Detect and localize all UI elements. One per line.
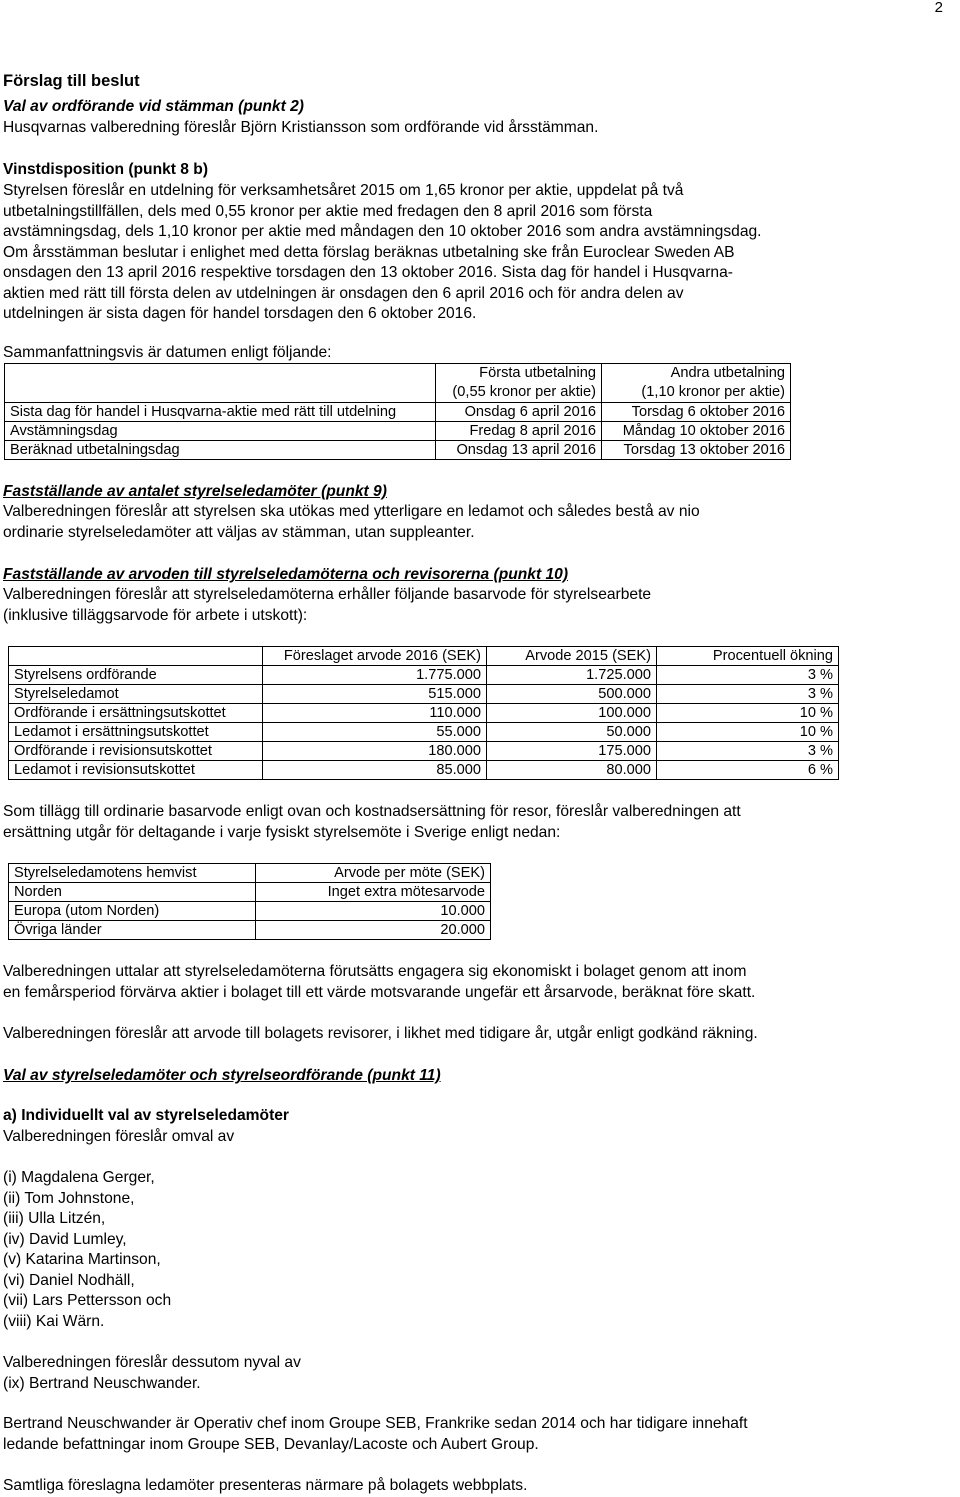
- table-cell: Övriga länder: [9, 921, 256, 940]
- list-item: (i) Magdalena Gerger,: [3, 1169, 155, 1186]
- section-text: Husqvarnas valberedning föreslår Björn Kristiansson som ordförande vid årsstämman.: [3, 119, 599, 136]
- table-cell: Måndag 10 oktober 2016: [602, 422, 791, 441]
- reelection-intro: Valberedningen föreslår omval av: [3, 1128, 235, 1145]
- dividend-paragraph: [3, 181, 762, 325]
- table-cell: 1.775.000: [263, 666, 487, 685]
- table-row: [9, 883, 491, 902]
- table-cell: 3 %: [657, 742, 839, 761]
- text-line: en femårsperiod förvärva aktier i bolaget till ett värde motsvarande ungefär ett årsarvode, beräknat före skatt.: [3, 983, 756, 1001]
- table-cell: 10 %: [657, 723, 839, 742]
- table-cell: 3 %: [657, 685, 839, 704]
- table-row: [9, 921, 491, 940]
- table-cell: Inget extra mötesarvode: [256, 883, 491, 902]
- table-row: [9, 704, 839, 723]
- page-heading: Förslag till beslut: [3, 72, 140, 90]
- table-header-cell: Procentuell ökning: [657, 647, 839, 666]
- table-row: [5, 364, 791, 403]
- table-cell: 20.000: [256, 921, 491, 940]
- table-cell: 515.000: [263, 685, 487, 704]
- table-row: [9, 685, 839, 704]
- table-row: [5, 422, 791, 441]
- header-line: Första utbetalning: [479, 365, 596, 381]
- header-line: (0,55 kronor per aktie): [452, 384, 596, 400]
- table-cell: 85.000: [263, 761, 487, 780]
- list-item: (ix) Bertrand Neuschwander.: [3, 1375, 201, 1392]
- text-line: (inklusive tilläggsarvode för arbete i utskott):: [3, 606, 308, 624]
- table-cell: Norden: [9, 883, 256, 902]
- list-item: (viii) Kai Wärn.: [3, 1312, 105, 1330]
- shareholding-paragraph: [3, 962, 755, 1003]
- section-title-punkt-11: Val av styrelseledamöter och styrelseordförande (punkt 11): [3, 1067, 441, 1084]
- list-item: (ii) Tom Johnstone,: [3, 1189, 135, 1207]
- table-cell: Fredag 8 april 2016: [436, 422, 602, 441]
- text-line: utbetalningstillfällen, dels med 0,55 kronor per aktie med fredagen den 8 april 2016 som första: [3, 202, 653, 220]
- text-line: aktien med rätt till första delen av utdelningen är onsdagen den 6 april 2016 och för andra delen av: [3, 284, 684, 302]
- table-cell: Styrelseledamot: [9, 685, 263, 704]
- table-header-cell: [436, 364, 602, 403]
- text-line: utdelningen är sista dagen för handel torsdagen den 6 oktober 2016.: [3, 305, 477, 322]
- table-cell: Sista dag för handel i Husqvarna-aktie med rätt till utdelning: [5, 403, 436, 422]
- table-cell: 3 %: [657, 666, 839, 685]
- list-item: (v) Katarina Martinson,: [3, 1251, 161, 1268]
- section-title-punkt-10: Fastställande av arvoden till styrelseledamöterna och revisorerna (punkt 10): [3, 566, 569, 583]
- table-cell: 1.725.000: [487, 666, 657, 685]
- text-line: ledande befattningar inom Groupe SEB, Devanlay/Lacoste och Aubert Group.: [3, 1435, 539, 1453]
- table-row: [9, 723, 839, 742]
- table-cell: Avstämningsdag: [5, 422, 436, 441]
- list-item: (iii) Ulla Litzén,: [3, 1210, 106, 1227]
- dates-table: [4, 363, 791, 460]
- section-title-punkt-2: Val av ordförande vid stämman (punkt 2): [3, 98, 304, 115]
- table-cell: Onsdag 6 april 2016: [436, 403, 602, 422]
- table-cell: Onsdag 13 april 2016: [436, 441, 602, 460]
- list-item: (vi) Daniel Nodhäll,: [3, 1271, 135, 1289]
- board-size-paragraph: [3, 502, 700, 543]
- table-header-cell: Styrelseledamotens hemvist: [9, 864, 256, 883]
- section-title-punkt-9: Fastställande av antalet styrelseledamöter (punkt 9): [3, 483, 387, 500]
- table-header-cell: Föreslaget arvode 2016 (SEK): [263, 647, 487, 666]
- table-cell: 10 %: [657, 704, 839, 723]
- table-cell: 55.000: [263, 723, 487, 742]
- table-cell: 110.000: [263, 704, 487, 723]
- table-row: [5, 403, 791, 422]
- table-cell: 10.000: [256, 902, 491, 921]
- page-number: 2: [934, 0, 943, 16]
- list-item: (vii) Lars Pettersson och: [3, 1292, 172, 1309]
- text-line: Valberedningen uttalar att styrelseledamöterna förutsätts engagera sig ekonomiskt i bolaget genom att inom: [3, 963, 747, 980]
- header-line: (1,10 kronor per aktie): [641, 384, 785, 400]
- table-row: [9, 902, 491, 921]
- text-line: onsdagen den 13 april 2016 respektive torsdagen den 13 oktober 2016. Sista dag för handel i Husqvarna-: [3, 264, 733, 281]
- table-cell: Ordförande i revisionsutskottet: [9, 742, 263, 761]
- text-line: Bertrand Neuschwander är Operativ chef inom Groupe SEB, Frankrike sedan 2014 och har tidigare innehaft: [3, 1415, 748, 1432]
- text-line: Styrelsen föreslår en utdelning för verksamhetsåret 2015 om 1,65 kronor per aktie, uppdelat på två: [3, 182, 684, 199]
- table-cell: 175.000: [487, 742, 657, 761]
- text-line: Om årsstämman beslutar i enlighet med detta förslag beräknas utbetalning ske från Euroclear Sweden AB: [3, 243, 735, 261]
- closing-text: Samtliga föreslagna ledamöter presenteras närmare på bolagets webbplats.: [3, 1477, 528, 1494]
- table-cell: 180.000: [263, 742, 487, 761]
- header-line: Andra utbetalning: [670, 365, 785, 381]
- table-cell: 80.000: [487, 761, 657, 780]
- text-line: ordinarie styrelseledamöter att väljas av stämman, utan suppleanter.: [3, 523, 475, 541]
- table-cell: Ledamot i revisionsutskottet: [9, 761, 263, 780]
- text-line: Valberedningen föreslår att styrelseledamöterna erhåller följande basarvode för styrelsearbete: [3, 586, 652, 603]
- table-row: [9, 864, 491, 883]
- bio-paragraph: [3, 1414, 748, 1455]
- table-cell: [5, 364, 436, 403]
- table-row: [9, 647, 839, 666]
- table-header-cell: Arvode 2015 (SEK): [487, 647, 657, 666]
- table-header-cell: Arvode per möte (SEK): [256, 864, 491, 883]
- fees-paragraph: [3, 585, 651, 626]
- table-cell: Europa (utom Norden): [9, 902, 256, 921]
- auditor-fee-text: Valberedningen föreslår att arvode till bolagets revisorer, i likhet med tidigare år, utgår enligt godkänd räkning.: [3, 1025, 758, 1042]
- table-row: [9, 761, 839, 780]
- table-cell: 6 %: [657, 761, 839, 780]
- subsection-title: a) Individuellt val av styrelseledamöter: [3, 1107, 290, 1124]
- text-line: Som tillägg till ordinarie basarvode enligt ovan och kostnadsersättning för resor, föreslår valberedningen att: [3, 803, 741, 820]
- table-cell: 500.000: [487, 685, 657, 704]
- table-cell: 50.000: [487, 723, 657, 742]
- table-row: [9, 742, 839, 761]
- table-cell: Beräknad utbetalningsdag: [5, 441, 436, 460]
- table-header-cell: [602, 364, 791, 403]
- meeting-fee-table: [8, 863, 491, 940]
- fee-table: [8, 646, 839, 780]
- travel-fee-paragraph: [3, 802, 741, 843]
- table-cell: Styrelsens ordförande: [9, 666, 263, 685]
- text-line: Valberedningen föreslår att styrelsen ska utökas med ytterligare en ledamot och således bestå av nio: [3, 503, 700, 520]
- table-cell: Ledamot i ersättningsutskottet: [9, 723, 263, 742]
- list-item: (iv) David Lumley,: [3, 1230, 127, 1248]
- table-cell: Ordförande i ersättningsutskottet: [9, 704, 263, 723]
- summary-intro: Sammanfattningsvis är datumen enligt följande:: [3, 344, 332, 361]
- table-row: [5, 441, 791, 460]
- table-cell: Torsdag 6 oktober 2016: [602, 403, 791, 422]
- table-row: [9, 666, 839, 685]
- text-line: avstämningsdag, dels 1,10 kronor per aktie med måndagen den 10 oktober 2016 som andra avstämningsdag.: [3, 223, 762, 240]
- text-line: ersättning utgår för deltagande i varje fysiskt styrelsemöte i Sverige enligt nedan:: [3, 823, 561, 841]
- table-header-cell: [9, 647, 263, 666]
- new-election-intro: Valberedningen föreslår dessutom nyval av: [3, 1354, 301, 1371]
- member-list: [3, 1168, 171, 1332]
- section-title-punkt-8b: Vinstdisposition (punkt 8 b): [3, 161, 209, 178]
- table-cell: Torsdag 13 oktober 2016: [602, 441, 791, 460]
- table-cell: 100.000: [487, 704, 657, 723]
